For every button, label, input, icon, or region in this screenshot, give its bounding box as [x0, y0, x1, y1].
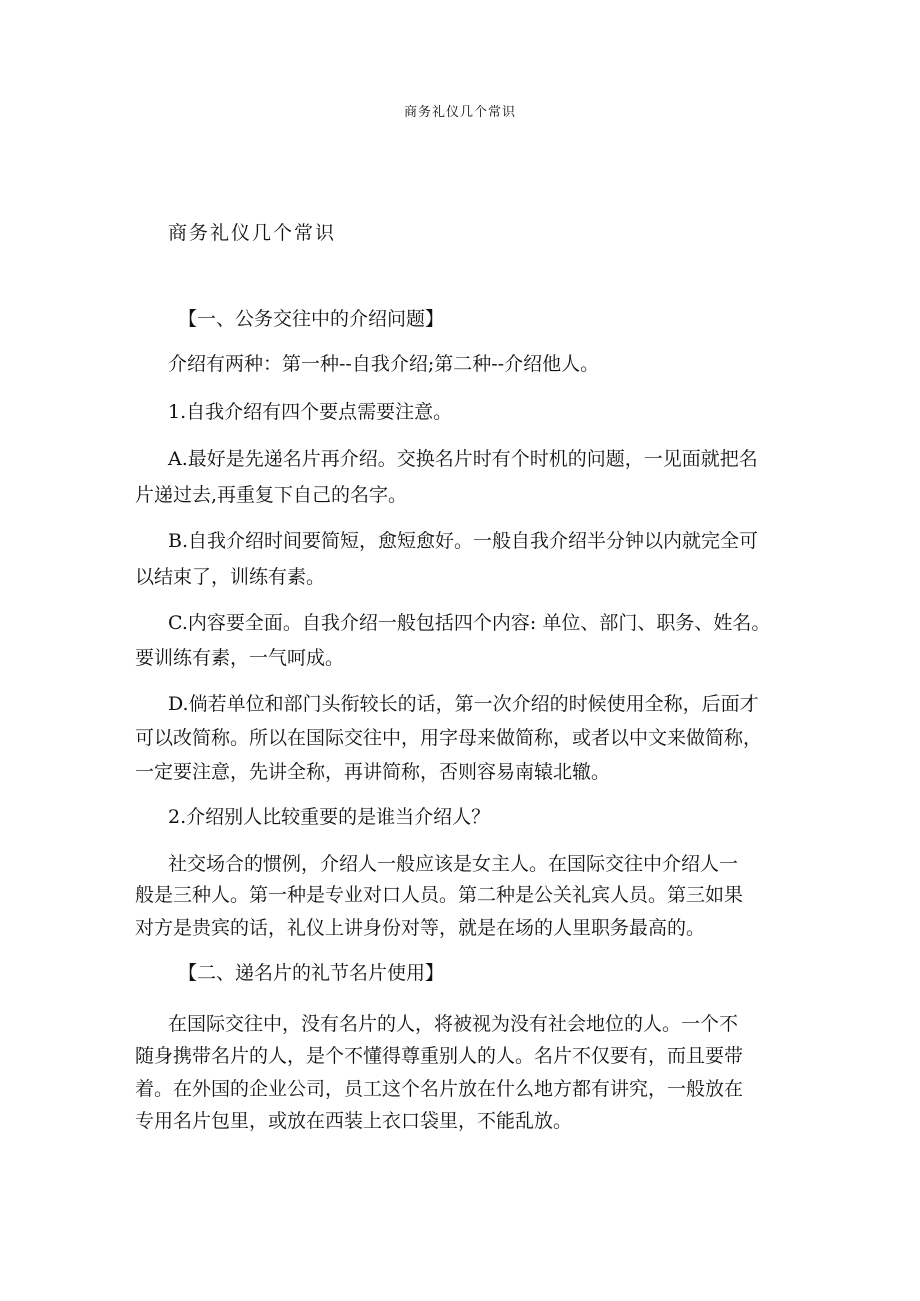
paragraph-line: A.最好是先递名片再介绍。交换名片时有个时机的问题，一见面就把名: [168, 448, 758, 470]
paragraph-line: 可以改简称。所以在国际交往中，用字母来做简称，或者以中文来做简称，: [135, 727, 763, 749]
paragraph-line: 在国际交往中，没有名片的人，将被视为没有社会地位的人。一个不: [168, 1013, 739, 1035]
paragraph-line: 片递过去,再重复下自己的名字。: [135, 484, 408, 506]
paragraph-line: 2.介绍别人比较重要的是谁当介绍人？: [168, 806, 491, 828]
paragraph-line: D.倘若单位和部门头衔较长的话，第一次介绍的时候使用全称，后面才: [168, 693, 759, 715]
paragraph-line: 般是三种人。第一种是专业对口人员。第二种是公关礼宾人员。第三如果: [135, 884, 744, 906]
running-header: 商务礼仪几个常识: [403, 105, 516, 120]
paragraph-line: 随身携带名片的人，是个不懂得尊重别人的人。名片不仅要有，而且要带: [135, 1045, 744, 1067]
paragraph-line: 对方是贵宾的话，礼仪上讲身份对等，就是在场的人里职务最高的。: [135, 917, 706, 939]
paragraph-line: 1.自我介绍有四个要点需要注意。: [168, 401, 453, 423]
paragraph-line: B.自我介绍时间要简短，愈短愈好。一般自我介绍半分钟以内就完全可: [168, 530, 759, 552]
paragraph-line: 社交场合的惯例，介绍人一般应该是女主人。在国际交往中介绍人一: [168, 853, 739, 875]
paragraph-line: 介绍有两种：第一种--自我介绍;第二种--介绍他人。: [168, 353, 600, 375]
paragraph-line: 要训练有素，一气呵成。: [135, 647, 345, 669]
paragraph-line: 以结束了，训练有素。: [135, 566, 326, 588]
paragraph-line: 着。在外国的企业公司，员工这个名片放在什么地方都有讲究，一般放在: [135, 1078, 744, 1100]
document-title: 商务礼仪几个常识: [168, 222, 337, 244]
paragraph-line: C.内容要全面。自我介绍一般包括四个内容: 单位、部门、职务、姓名。: [168, 612, 771, 634]
paragraph-line: 专用名片包里，或放在西装上衣口袋里，不能乱放。: [135, 1110, 573, 1132]
section-heading-introductions: 【一、公务交往中的介绍问题】: [178, 308, 445, 330]
paragraph-line: 一定要注意，先讲全称，再讲简称，否则容易南辕北辙。: [135, 761, 611, 783]
section-heading-business-cards: 【二、递名片的礼节名片使用】: [178, 962, 445, 984]
